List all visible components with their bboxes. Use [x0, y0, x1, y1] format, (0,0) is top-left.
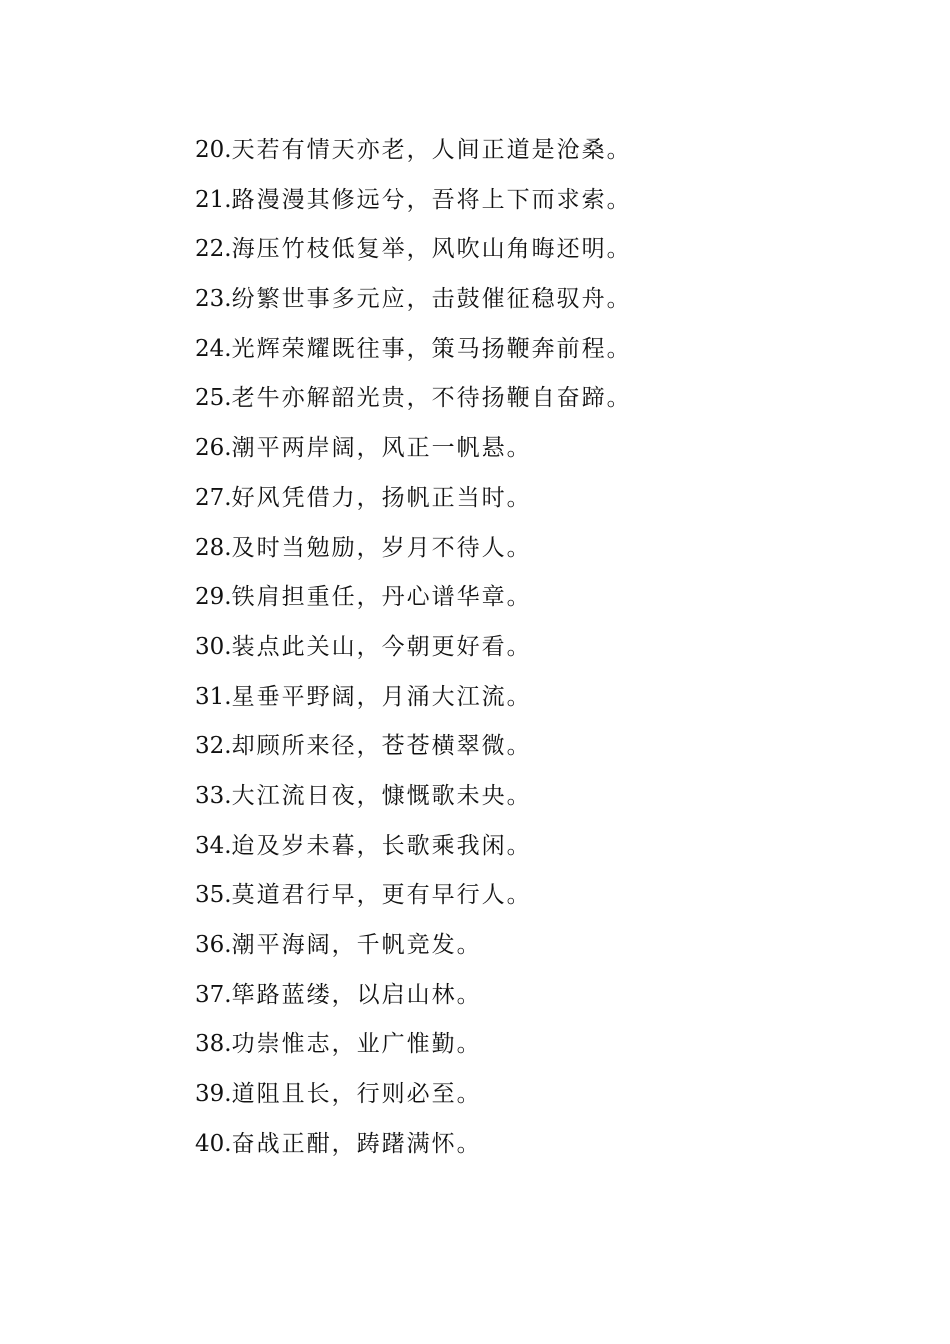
quote-number: 24.: [195, 335, 232, 362]
quote-line: [195, 677, 895, 727]
quote-number: 34.: [195, 832, 232, 859]
quote-number: 35.: [195, 882, 232, 909]
quote-line: [195, 875, 895, 925]
quote-text: 天若有情天亦老，人间正道是沧桑。: [231, 137, 632, 163]
quote-text: 莫道君行早，更有早行人。: [231, 882, 532, 909]
quote-number: 32.: [195, 733, 232, 760]
quote-text: 海压竹枝低复举，风吹山角晦还明。: [231, 236, 632, 263]
quote-number: 21.: [195, 186, 232, 213]
quote-line: [195, 528, 895, 578]
quote-number: 37.: [195, 981, 232, 1008]
quote-line: [195, 925, 895, 975]
quote-line: [195, 329, 895, 379]
quote-text: 奋战正酣，踌躇满怀。: [231, 1130, 482, 1157]
quote-text: 装点此关山，今朝更好看。: [231, 633, 532, 660]
quote-text: 路漫漫其修远兮，吾将上下而求索。: [231, 186, 632, 213]
quote-line: [195, 478, 895, 528]
quote-number: 23.: [195, 286, 232, 313]
quote-line: [195, 428, 895, 478]
quote-line: [195, 180, 895, 230]
quote-text: 纷繁世事多元应，击鼓催征稳驭舟。: [231, 286, 632, 313]
quote-text: 铁肩担重任，丹心谱华章。: [231, 584, 532, 611]
quote-line: [195, 229, 895, 279]
quote-text: 道阻且长，行则必至。: [231, 1081, 482, 1108]
quote-number: 31.: [195, 683, 232, 710]
quote-number: 30.: [195, 633, 232, 660]
quote-text: 迨及岁未暮，长歌乘我闲。: [231, 832, 532, 859]
quote-number: 22.: [195, 236, 232, 263]
quote-number: 26.: [195, 435, 232, 462]
quote-text: 却顾所来径，苍苍横翠微。: [231, 733, 532, 760]
quote-number: 20.: [195, 137, 232, 163]
quote-number: 33.: [195, 782, 232, 809]
quote-line: [195, 627, 895, 677]
quote-line: [195, 378, 895, 428]
quote-text: 筚路蓝缕，以启山林。: [231, 981, 482, 1008]
quote-text: 潮平两岸阔，风正一帆悬。: [231, 435, 532, 462]
quote-text: 及时当勉励，岁月不待人。: [231, 534, 532, 561]
quote-number: 25.: [195, 385, 232, 412]
quote-list: [195, 130, 895, 1173]
quote-text: 好风凭借力，扬帆正当时。: [231, 484, 532, 511]
quote-line: [195, 826, 895, 876]
quote-number: 38.: [195, 1031, 232, 1058]
quote-line: [195, 279, 895, 329]
quote-number: 39.: [195, 1081, 232, 1108]
quote-number: 36.: [195, 932, 232, 958]
quote-text: 老牛亦解韶光贵，不待扬鞭自奋蹄。: [231, 385, 632, 412]
quote-line: [195, 1024, 895, 1074]
quote-line: [195, 577, 895, 627]
quote-number: 40.: [195, 1130, 232, 1157]
quote-line: [195, 975, 895, 1025]
quote-number: 27.: [195, 484, 232, 511]
quote-text: 光辉荣耀既往事，策马扬鞭奔前程。: [231, 335, 632, 362]
quote-line: [195, 1074, 895, 1124]
quote-text: 星垂平野阔，月涌大江流。: [231, 683, 532, 710]
quote-text: 潮平海阔，千帆竞发。: [231, 932, 482, 958]
quote-number: 29.: [195, 584, 232, 611]
quote-line: [195, 726, 895, 776]
quote-text: 功崇惟志，业广惟勤。: [231, 1031, 482, 1058]
quote-text: 大江流日夜，慷慨歌未央。: [231, 782, 532, 809]
quote-line: [195, 1124, 895, 1174]
quote-number: 28.: [195, 534, 232, 561]
quote-line: [195, 776, 895, 826]
quote-line: [195, 130, 895, 180]
